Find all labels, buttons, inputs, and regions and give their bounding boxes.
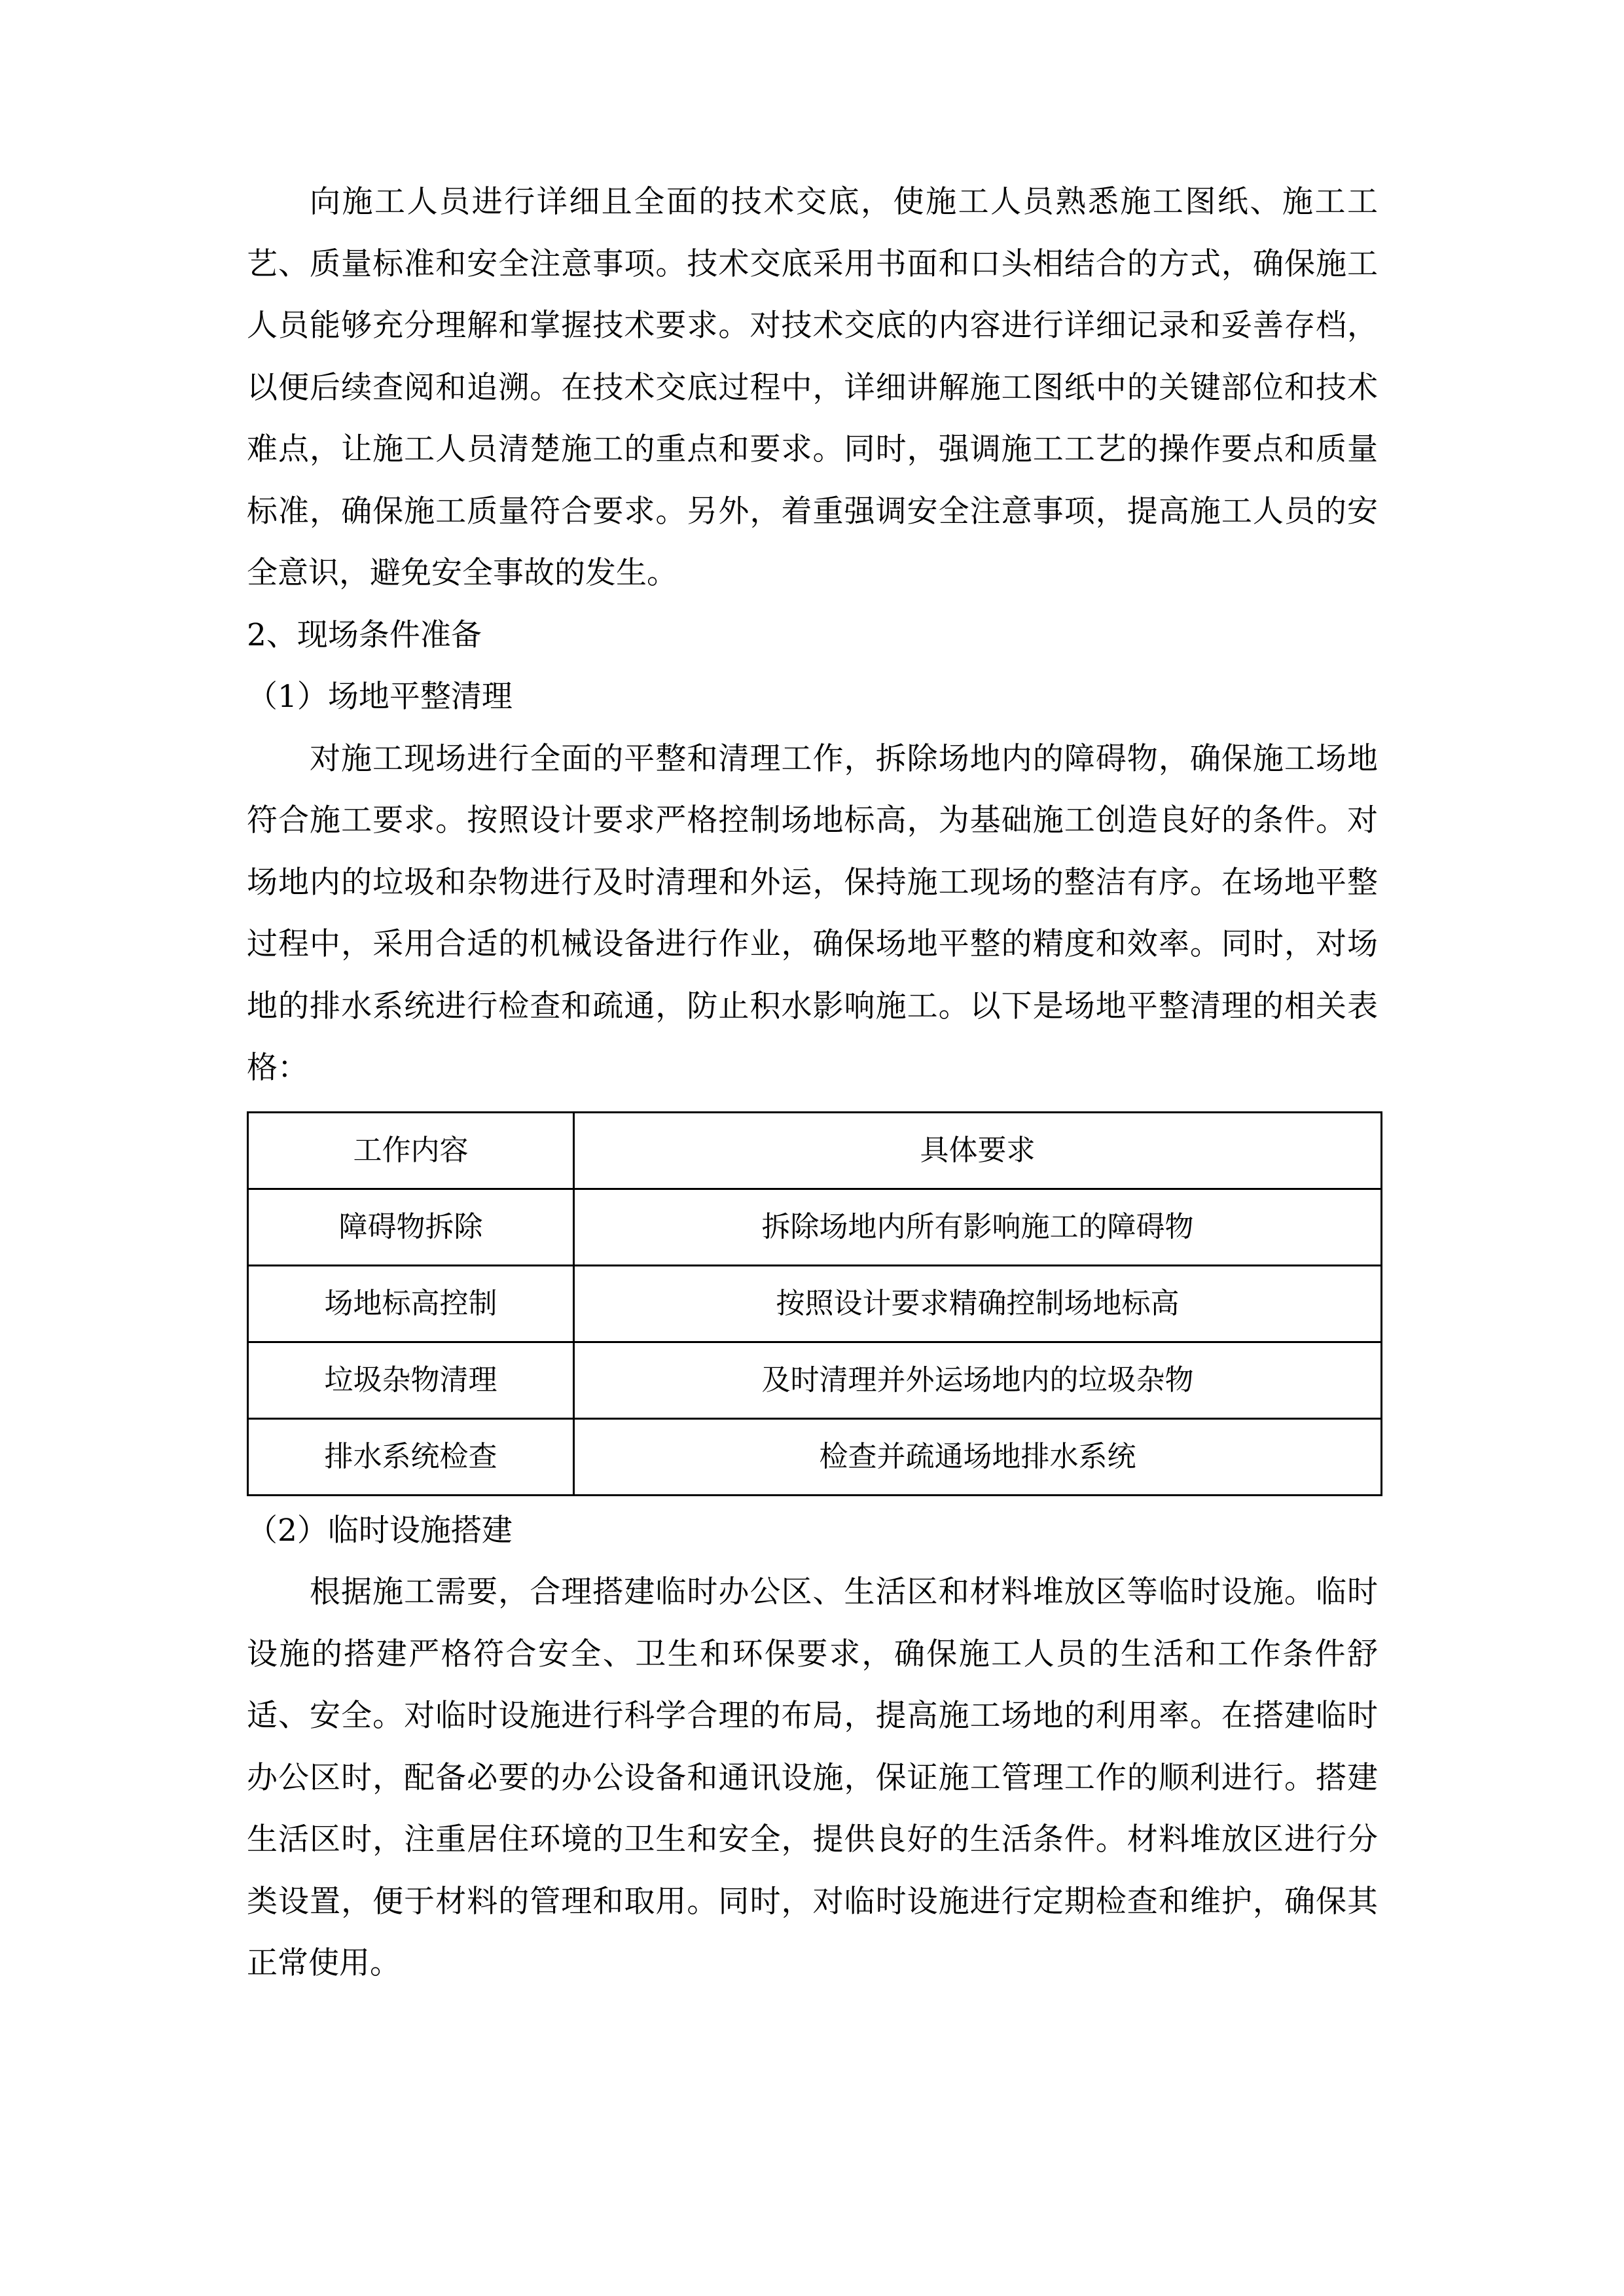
paragraph-technical-disclosure: 向施工人员进行详细且全面的技术交底，使施工人员熟悉施工图纸、施工工艺、质量标准和安全注意事项。技术交底采用书面和口头相结合的方式，确保施工人员能够充分理解和掌握技术要求。对技术交底的内容进行详细记录和妥善存档，以便后续查阅和追溯。在技术交底过程中，详细讲解施工图纸中的关键部位和技术难点，让施工人员清楚施工的重点和要求。同时，强调施工工艺的操作要点和质量标准，确保施工质量符合要求。另外，着重强调安全注意事项，提高施工人员的安全意识，避免安全事故的发生。	[247, 184, 1378, 591]
subheading-site-leveling-cleanup: （1）场地平整清理	[247, 679, 513, 715]
subheading-temporary-facilities: （2）临时设施搭建	[247, 1512, 513, 1549]
table-header-cell-work-content: 工作内容	[248, 1112, 574, 1189]
table-cell-requirement: 及时清理并外运场地内的垃圾杂物	[574, 1342, 1382, 1418]
table-cell-work-content: 障碍物拆除	[248, 1189, 574, 1265]
table-row	[248, 1265, 1382, 1342]
table-cell-work-content: 排水系统检查	[248, 1418, 574, 1495]
paragraph-site-leveling-cleanup: 对施工现场进行全面的平整和清理工作，拆除场地内的障碍物，确保施工场地符合施工要求。按照设计要求严格控制场地标高，为基础施工创造良好的条件。对场地内的垃圾和杂物进行及时清理和外运，保持施工现场的整洁有序。在场地平整过程中，采用合适的机械设备进行作业，确保场地平整的精度和效率。同时，对场地的排水系统进行检查和疏通，防止积水影响施工。以下是场地平整清理的相关表格：	[247, 740, 1378, 1086]
table-row	[248, 1342, 1382, 1418]
table-row	[248, 1418, 1382, 1495]
table-row	[248, 1189, 1382, 1265]
document-body	[247, 171, 1378, 1995]
table-header-cell-specific-requirement: 具体要求	[574, 1112, 1382, 1189]
heading-site-condition-preparation: 2、现场条件准备	[247, 617, 482, 653]
table-cell-work-content: 垃圾杂物清理	[248, 1342, 574, 1418]
table-cell-requirement: 按照设计要求精确控制场地标高	[574, 1265, 1382, 1342]
table-site-leveling-cleanup	[247, 1111, 1382, 1496]
table-cell-requirement: 检查并疏通场地排水系统	[574, 1418, 1382, 1495]
table-header-row	[248, 1112, 1382, 1189]
table-cell-requirement: 拆除场地内所有影响施工的障碍物	[574, 1189, 1382, 1265]
table-cell-work-content: 场地标高控制	[248, 1265, 574, 1342]
paragraph-temporary-facilities: 根据施工需要，合理搭建临时办公区、生活区和材料堆放区等临时设施。临时设施的搭建严格符合安全、卫生和环保要求，确保施工人员的生活和工作条件舒适、安全。对临时设施进行科学合理的布局，提高施工场地的利用率。在搭建临时办公区时，配备必要的办公设备和通讯设施，保证施工管理工作的顺利进行。搭建生活区时，注重居住环境的卫生和安全，提供良好的生活条件。材料堆放区进行分类设置，便于材料的管理和取用。同时，对临时设施进行定期检查和维护，确保其正常使用。	[247, 1574, 1378, 1981]
